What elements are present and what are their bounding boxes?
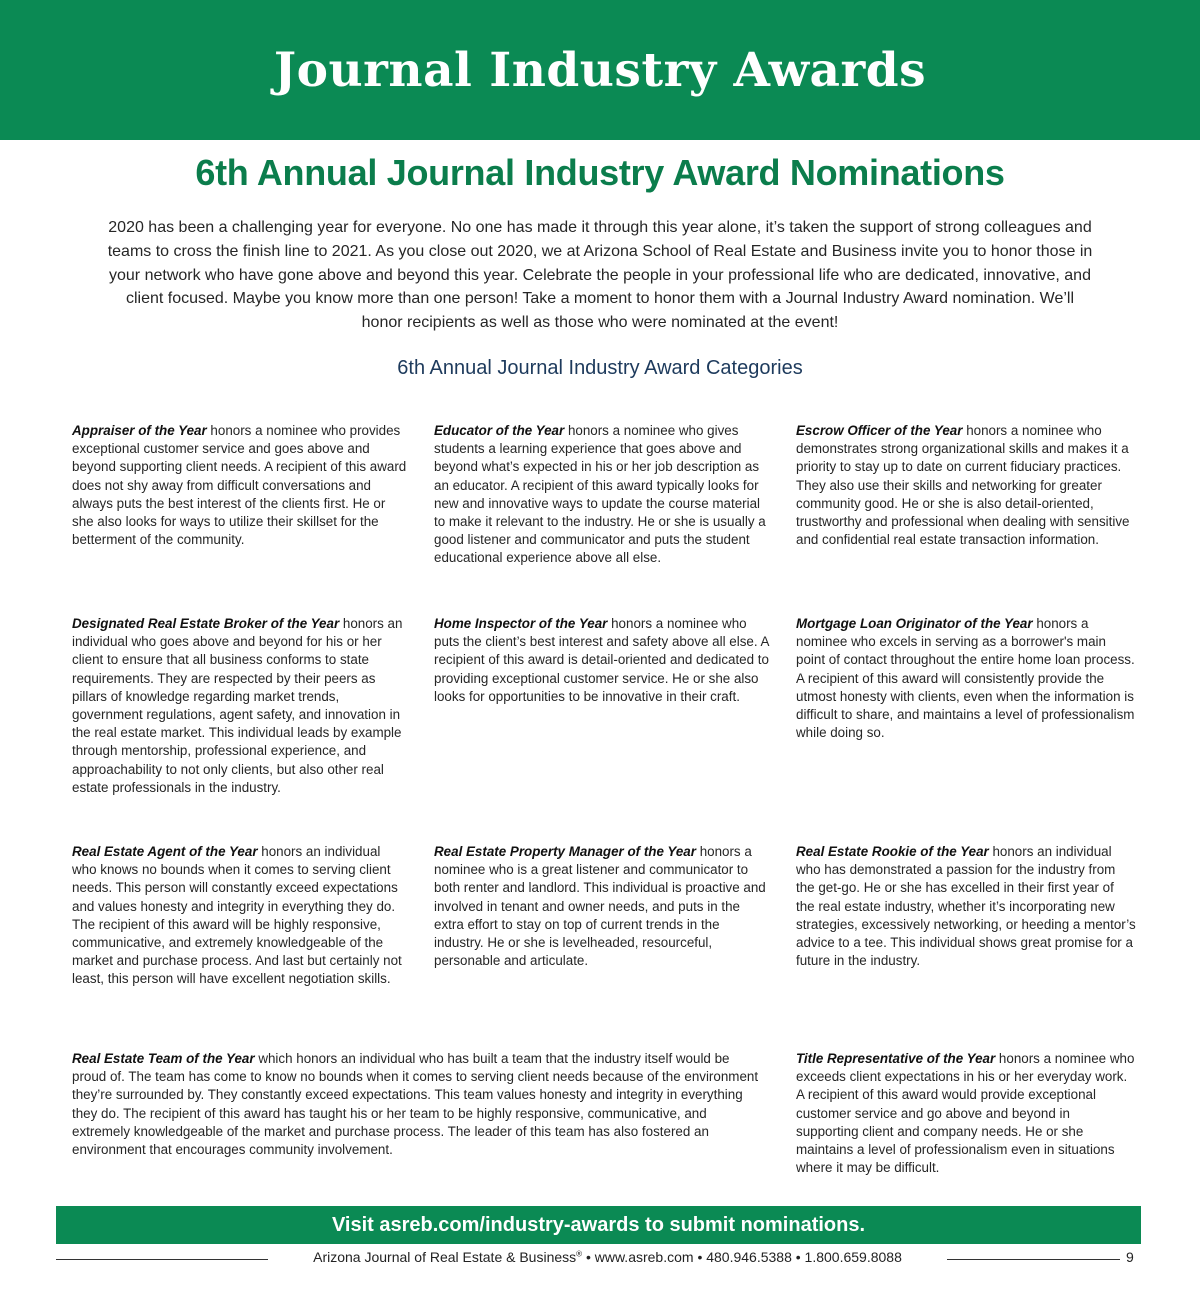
intro-paragraph: 2020 has been a challenging year for everyone. No one has made it through this year alone, it’s taken the support of strong colleagues and teams to cross the finish line to 2021. As you close out 2020, we at Arizona School of Real Estate and Business invite you to honor those in your network who have gone above and beyond this year. Celebrate the people in your professional life who are dedicated, innovative, and client focused. Maybe you know more than one person! Take a moment to honor them with a Journal Industry Award nomination. We’ll honor recipients as well as those who were nominated at the event!: [107, 219, 1093, 332]
award-title: Appraiser of the Year: [72, 423, 207, 438]
award-description: honors a nominee who exceeds client expectations in his or her everyday work. A recipient of this award would provide exceptional customer service and go above and beyond in supporting client and company needs. He or she maintains a level of professionalism even in situations where it may be difficult.: [796, 1051, 1135, 1176]
award-description: honors a nominee who excels in serving as a borrower's main point of contact throughout the entire home loan process. A recipient of this award will consistently provide the utmost honesty with clients, even when the information is difficult to share, and maintains a level of professionalism while doing so.: [796, 616, 1135, 741]
award-property-manager: [434, 843, 769, 970]
registered-mark: ®: [576, 1249, 583, 1259]
award-title: Educator of the Year: [434, 423, 565, 438]
submit-nominations-banner[interactable]: [56, 1206, 1141, 1244]
award-title: Escrow Officer of the Year: [796, 423, 963, 438]
header-bar: [0, 0, 1200, 140]
footer-publication-info: [270, 1249, 945, 1265]
award-rookie: [796, 843, 1136, 970]
award-escrow-officer: [796, 422, 1136, 549]
award-title: Mortgage Loan Originator of the Year: [796, 616, 1033, 631]
award-description: honors an individual who has demonstrated a passion for the industry from the get-go. He or she has excelled in their first year of the real estate industry, whether it’s incorporating new strategies, excessively networking, or heeding a mentor’s advice to a tee. This individual shows great promise for a future in the industry.: [796, 844, 1136, 969]
award-real-estate-team: [72, 1050, 767, 1159]
award-mortgage-loan-originator: [796, 615, 1136, 742]
footer-rule-right: [947, 1259, 1120, 1260]
award-real-estate-agent: [72, 843, 407, 989]
page-number: 9: [1126, 1249, 1134, 1265]
award-description: honors a nominee who puts the client’s best interest and safety above all else. A recipient of this award is detail-oriented and dedicated to providing exceptional customer service. He or she also looks for opportunities to be innovative in their craft.: [434, 616, 769, 704]
award-description: honors an individual who goes above and beyond for his or her client to ensure that all business conforms to state requirements. They are respected by their peers as pillars of knowledge regarding market trends, government regulations, agent safety, and innovation in the real estate market. This individual leads by example through mentorship, professional experience, and approachability to not only clients, but also other real estate professionals in the industry.: [72, 616, 403, 795]
award-title-representative: [796, 1050, 1136, 1177]
publication-name: Arizona Journal of Real Estate & Business: [313, 1249, 577, 1265]
award-description: honors a nominee who demonstrates strong organizational skills and makes it a priority to stay up to date on current fiduciary practices. They also use their skills and networking for greater community good. He or she is also detail-oriented, trustworthy and professional when dealing with sensitive and confidential real estate transaction information.: [796, 423, 1130, 548]
award-description: honors a nominee who provides exceptional customer service and goes above and beyond supporting client needs. A recipient of this award does not shy away from difficult conversations and always puts the best interest of the clients first. He or she also looks for ways to utilize their skillset for the betterment of the community.: [72, 423, 407, 548]
award-title: Real Estate Property Manager of the Year: [434, 844, 696, 859]
award-title: Real Estate Rookie of the Year: [796, 844, 989, 859]
award-title: Title Representative of the Year: [796, 1051, 996, 1066]
award-description: honors an individual who knows no bounds when it comes to serving client needs. This person will constantly exceed expectations and values honesty and integrity in everything they do. The recipient of this award will be highly responsive, communicative, and extremely knowledgeable of the market and purchase process. And last but certainly not least, this person will have excellent negotiation skills.: [72, 844, 402, 987]
award-title: Home Inspector of the Year: [434, 616, 608, 631]
submit-nominations-link[interactable]: Visit asreb.com/industry-awards to submit nominations.: [331, 1213, 866, 1236]
award-description: honors a nominee who gives students a learning experience that goes above and beyond what’s expected in his or her job description as an educator. A recipient of this award typically looks for new and innovative ways to update the course material to make it relevant to the industry. He or she is usually a good listener and communicator and puts the student educational experience above all else.: [434, 423, 766, 566]
page-title: Journal Industry Awards: [273, 42, 927, 98]
award-designated-broker: [72, 615, 407, 797]
award-title: Real Estate Team of the Year: [72, 1051, 255, 1066]
categories-heading: 6th Annual Journal Industry Award Categories: [397, 357, 803, 379]
award-title: Designated Real Estate Broker of the Year: [72, 616, 340, 631]
award-appraiser: [72, 422, 407, 549]
nominations-heading: 6th Annual Journal Industry Award Nominations: [195, 152, 1005, 193]
award-description: honors a nominee who is a great listener and communicator to both renter and landlord. This individual is proactive and involved in tenant and owner needs, and puts in the extra effort to stay on top of current trends in the industry. He or she is levelheaded, resourceful, personable and articulate.: [434, 844, 766, 969]
award-title: Real Estate Agent of the Year: [72, 844, 258, 859]
contact-details: • www.asreb.com • 480.946.5388 • 1.800.659.8088: [582, 1249, 902, 1265]
award-home-inspector: [434, 615, 769, 706]
footer-rule-left: [56, 1259, 268, 1260]
award-description: which honors an individual who has built a team that the industry itself would be proud of. The team has come to know no bounds when it comes to serving client needs because of the environment they’re surrounded by. They constantly exceed expectations. This team values honesty and integrity in everything they do. The recipient of this award has taught his or her team to be highly responsive, communicative, and extremely knowledgeable of the market and purchase process. The leader of this team has also fostered an environment that encourages community involvement.: [72, 1051, 759, 1158]
award-educator: [434, 422, 769, 568]
